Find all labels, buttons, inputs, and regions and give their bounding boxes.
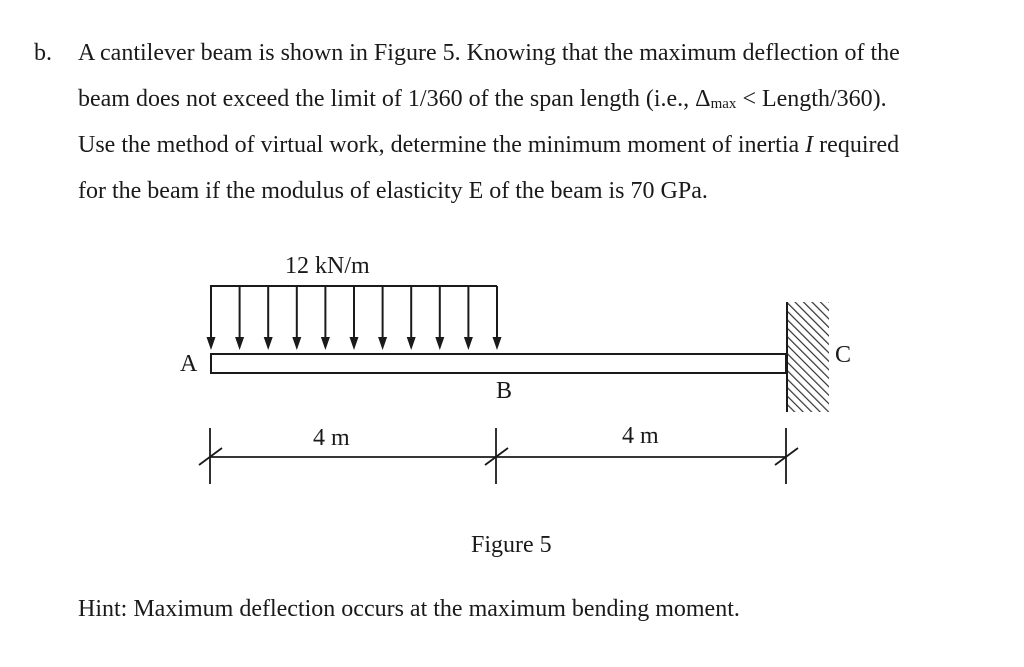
delta-symbol: Δ	[695, 86, 711, 112]
question-label: b.	[34, 40, 52, 66]
load-arrow-head	[292, 337, 301, 350]
dimension-ab-label: 4 m	[313, 425, 350, 451]
load-arrow-head	[464, 337, 473, 350]
line3-post: required	[813, 132, 900, 158]
point-c-label: C	[835, 342, 852, 368]
inertia-variable: I	[805, 132, 814, 158]
line3-pre: Use the method of virtual work, determine the minimum moment of inertia	[78, 132, 806, 158]
delta-subscript: max	[710, 96, 737, 112]
dimension-tick-c	[775, 428, 798, 484]
load-arrow-head	[493, 337, 502, 350]
dimension-tick-b	[485, 428, 508, 484]
question-line-1: A cantilever beam is shown in Figure 5. Knowing that the maximum deflection of the	[78, 40, 900, 66]
distributed-load-arrows	[207, 286, 502, 350]
figure-caption: Figure 5	[471, 532, 552, 558]
load-arrow-head	[407, 337, 416, 350]
load-label: 12 kN/m	[285, 253, 370, 279]
load-arrow-head	[435, 337, 444, 350]
beam	[211, 354, 786, 373]
fixed-support	[787, 302, 829, 412]
load-arrow-head	[378, 337, 387, 350]
dimension-bc-label: 4 m	[622, 423, 659, 449]
question-line-4: for the beam if the modulus of elasticity E of the beam is 70 GPa.	[78, 178, 708, 204]
point-a-label: A	[180, 351, 198, 377]
hint-text: Hint: Maximum deflection occurs at the maximum bending moment.	[78, 596, 740, 622]
load-arrow-head	[235, 337, 244, 350]
load-arrow-head	[207, 337, 216, 350]
dimension-tick-a	[199, 428, 222, 484]
line2-post: < Length/360).	[736, 86, 887, 112]
load-arrow-head	[350, 337, 359, 350]
line2-pre: beam does not exceed the limit of 1/360 of the span length (i.e.,	[78, 86, 696, 112]
load-arrow-head	[264, 337, 273, 350]
point-b-label: B	[496, 378, 513, 404]
load-arrow-head	[321, 337, 330, 350]
